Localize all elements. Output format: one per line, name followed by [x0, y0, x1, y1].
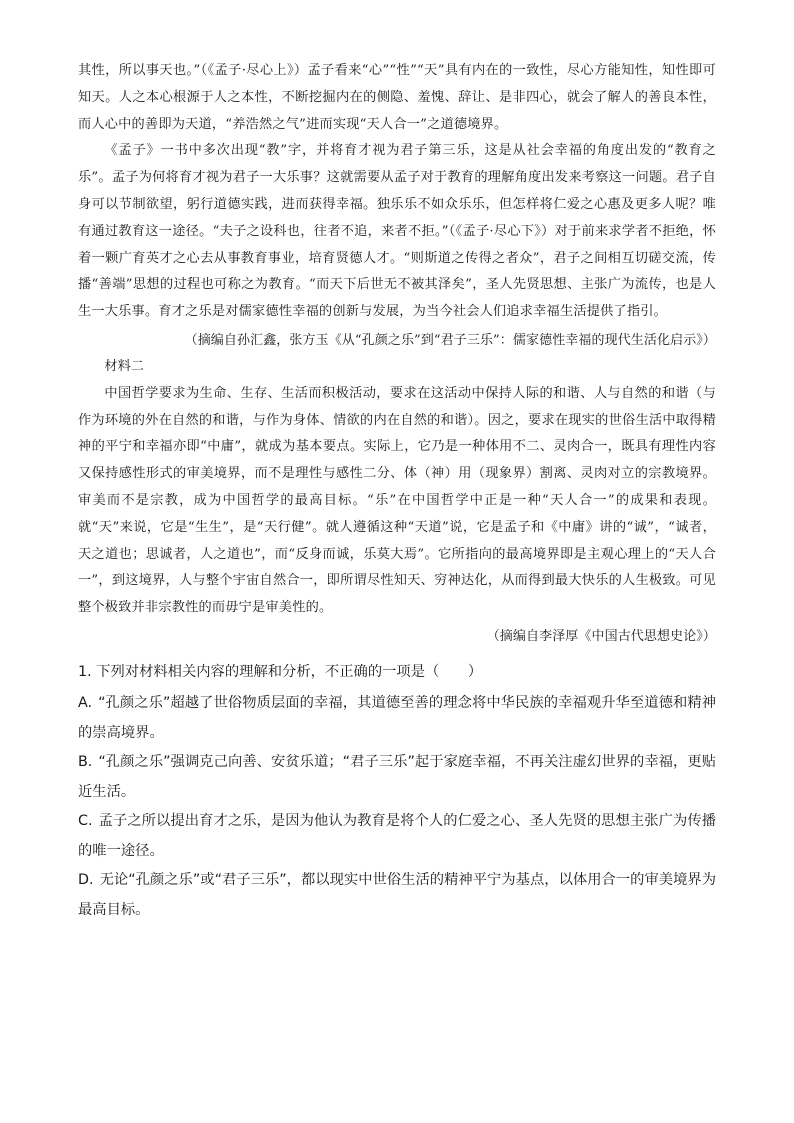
option-b-letter: B.	[78, 754, 93, 771]
option-a	[78, 689, 716, 748]
material1-paragraph-2: 《孟子》一书中多次出现“教”字，并将育才视为君子第三乐，这是从社会幸福的角度出发的“教育之乐”。孟子为何将育才视为君子一大乐事？这就需要从孟子对于教育的理解角度出发来考察这一问题。君子自身可以节制欲望，躬行道德实践，进而获得幸福。独乐乐不如众乐乐，但怎样将仁爱之心惠及更多人呢？唯有通过教育这一途径。“夫子之设科也，往者不追，来者不拒。”（《孟子·尽心下》）对于前来求学者不拒绝，怀着一颗广育英才之心去从事教育事业，培育贤德人才。“则斯道之传得之者众”，君子之间相互切磋交流，传播“善端”思想的过程也可称之为教育。“而天下后世无不被其泽矣”，圣人先贤思想、主张广为流传，也是人生一大乐事。育才之乐是对儒家德性幸福的创新与发展，为当今社会人们追求幸福生活提供了指引。	[78, 143, 716, 320]
material2-heading: 材料二	[104, 358, 144, 374]
option-b	[78, 748, 716, 807]
option-c-text: 孟子之所以提出育才之乐，是因为他认为教育是将个人的仁爱之心、圣人先贤的思想主张广为传播的唯一途径。	[78, 813, 716, 859]
material1-source-citation: （摘编自孙汇鑫，张方玉《从“孔颜之乐”到“君子三乐”：儒家德性幸福的现代生活化启示》）	[184, 332, 716, 348]
option-a-letter: A.	[78, 695, 93, 712]
material2-paragraph: 中国哲学要求为生命、生存、生活而积极活动，要求在这活动中保持人际的和谐、人与自然的和谐（与作为环境的外在自然的和谐，与作为身体、情欲的内在自然的和谐）。因之，要求在现实的世俗生活中取得精神的平宁和幸福亦即“中庸”，就成为基本要点。实际上，它乃是一种体用不二、灵肉合一，既具有理性内容又保持感性形式的审美境界，而不是理性与感性二分、体（神）用（现象界）割离、灵肉对立的宗教境界。审美而不是宗教，成为中国哲学的最高目标。“乐”在中国哲学中正是一种“天人合一”的成果和表现。就“天”来说，它是“生生”，是“天行健”。就人遵循这种“天道”说，它是孟子和《中庸》讲的“诚”，“诚者，天之道也；思诚者，人之道也”，而“反身而诚，乐莫大焉”。它所指向的最高境界即是主观心理上的“天人合一”，到这境界，人与整个宇宙自然合一，即所谓尽性知天、穷神达化，从而得到最大快乐的人生极致。可见整个极致并非宗教性的而毋宁是审美性的。	[78, 385, 716, 616]
option-d	[78, 866, 716, 925]
question-1	[78, 658, 716, 926]
option-b-text: “孔颜之乐”强调克己向善、安贫乐道；“君子三乐”起于家庭幸福，不再关注虚幻世界的幸福，更贴近生活。	[78, 754, 716, 800]
option-d-letter: D.	[78, 872, 94, 889]
document-page	[78, 58, 716, 925]
material2-source-citation: （摘编自李泽厚《中国古代思想史论》）	[486, 628, 716, 644]
option-c	[78, 807, 716, 866]
option-a-text: “孔颜之乐”超越了世俗物质层面的幸福，其道德至善的理念将中华民族的幸福观升华至道德和精神的崇高境界。	[78, 695, 716, 741]
option-d-text: 无论“孔颜之乐”或“君子三乐”，都以现实中世俗生活的精神平宁为基点，以体用合一的审美境界为最高目标。	[78, 872, 716, 918]
option-c-letter: C.	[78, 813, 93, 830]
material1-paragraph-1: 其性，所以事天也。”（《孟子·尽心上》）孟子看来“心”“性”“天”具有内在的一致性，尽心方能知性，知性即可知天。人之本心根源于人之本性，不断挖掘内在的侧隐、羞愧、辞让、是非四心，就会了解人的善良本性，而人心中的善即为天道，“养浩然之气”进而实现“天人合一”之道德境界。	[78, 63, 716, 132]
question-stem: 1. 下列对材料相关内容的理解和分析，不正确的一项是（ ）	[78, 663, 483, 680]
